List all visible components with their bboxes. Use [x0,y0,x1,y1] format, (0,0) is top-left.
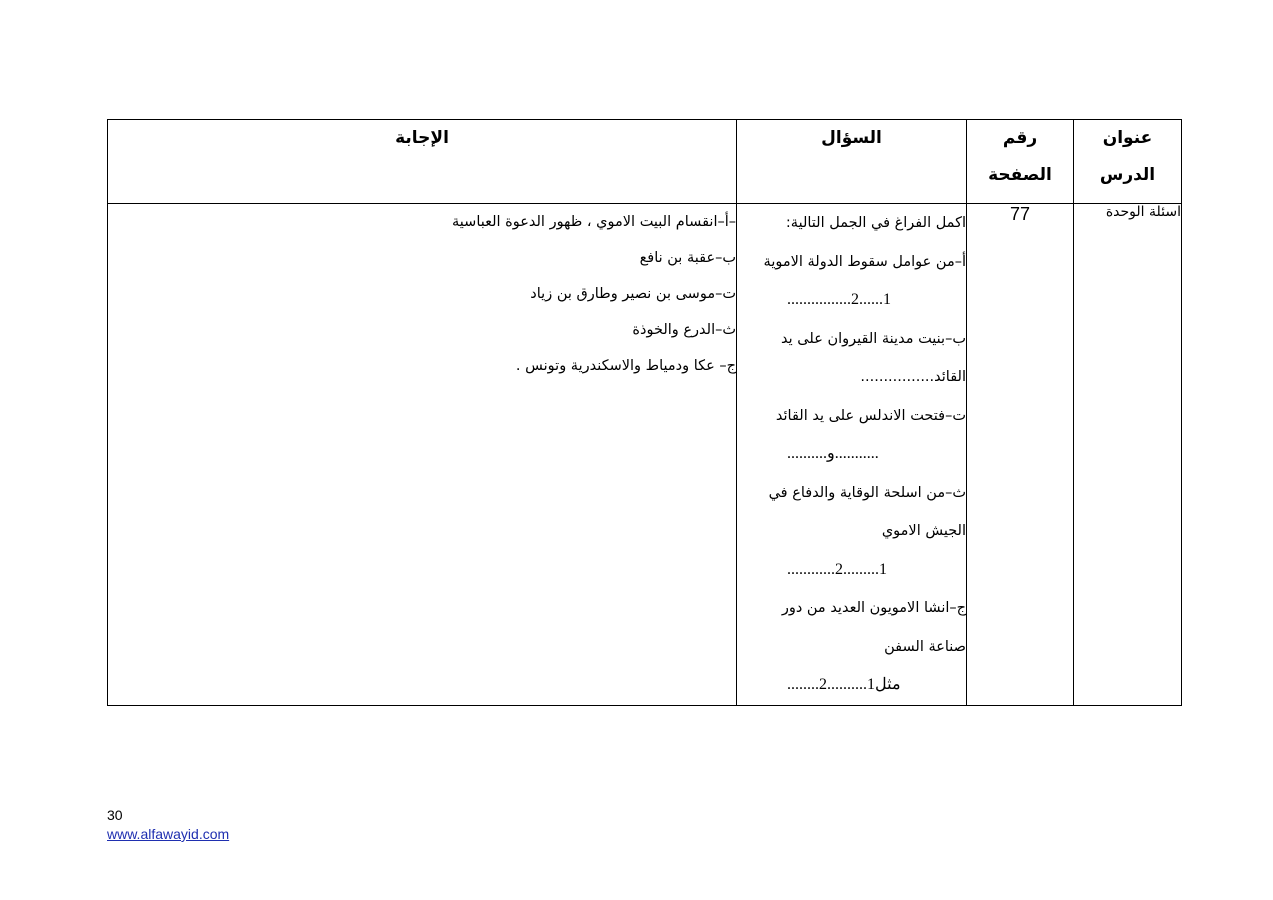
answer-cell [108,204,737,706]
header-lesson-line1: عنوان [1102,128,1153,148]
page-number: 30 [107,807,123,823]
question-line: 1......2................ [787,291,891,308]
question-cell [737,204,967,706]
question-line: ج–انشا الامويون العديد من دور [781,600,966,616]
question-line: اكمل الفراغ في الجمل التالية: [785,215,966,231]
question-line: أ–من عوامل سقوط الدولة الاموية [763,253,966,270]
header-answer-label: الإجابة [395,128,449,148]
answer-line: ج– عكا ودمياط والاسكندرية وتونس . [515,358,736,374]
question-line: مثل1..........2........ [787,676,901,693]
table-row [108,204,1182,706]
website-link[interactable]: www.alfawayid.com [107,826,230,842]
question-line: ...........و.......... [787,445,879,462]
page-footer [107,806,229,844]
header-question-label: السؤال [821,128,882,148]
question-line: 1.........2............ [787,560,887,578]
lesson-questions-table [107,119,1182,706]
answer-line: ث–الدرع والخوذة [632,322,736,338]
question-line: القائد................ [860,369,966,385]
answer-line: ب–عقبة بن نافع [639,250,736,266]
header-page-number [967,120,1074,204]
question-line: الجيش الاموي [881,523,966,539]
header-question [737,120,967,204]
header-answer [108,120,737,204]
question-line: ث–من اسلحة الوقاية والدفاع في [768,484,966,501]
lesson-title-cell: اسئلة الوحدة [1074,204,1182,706]
header-page-line2: الصفحة [988,165,1052,185]
header-lesson-title [1074,120,1182,204]
page-number-cell: 77 [967,204,1074,706]
question-line: ب–بنيت مدينة القيروان على يد [781,330,966,347]
question-line: ت–فتحت الاندلس على يد القائد [775,407,966,424]
header-row [108,120,1182,204]
header-page-line1: رقم [1002,128,1038,148]
question-line: صناعة السفن [884,638,966,655]
header-lesson-line2: الدرس [1099,165,1156,185]
answer-line: ت–موسى بن نصير وطارق بن زياد [530,286,736,302]
answer-line: –أ–انقسام البيت الاموي ، ظهور الدعوة العباسية [452,214,736,230]
